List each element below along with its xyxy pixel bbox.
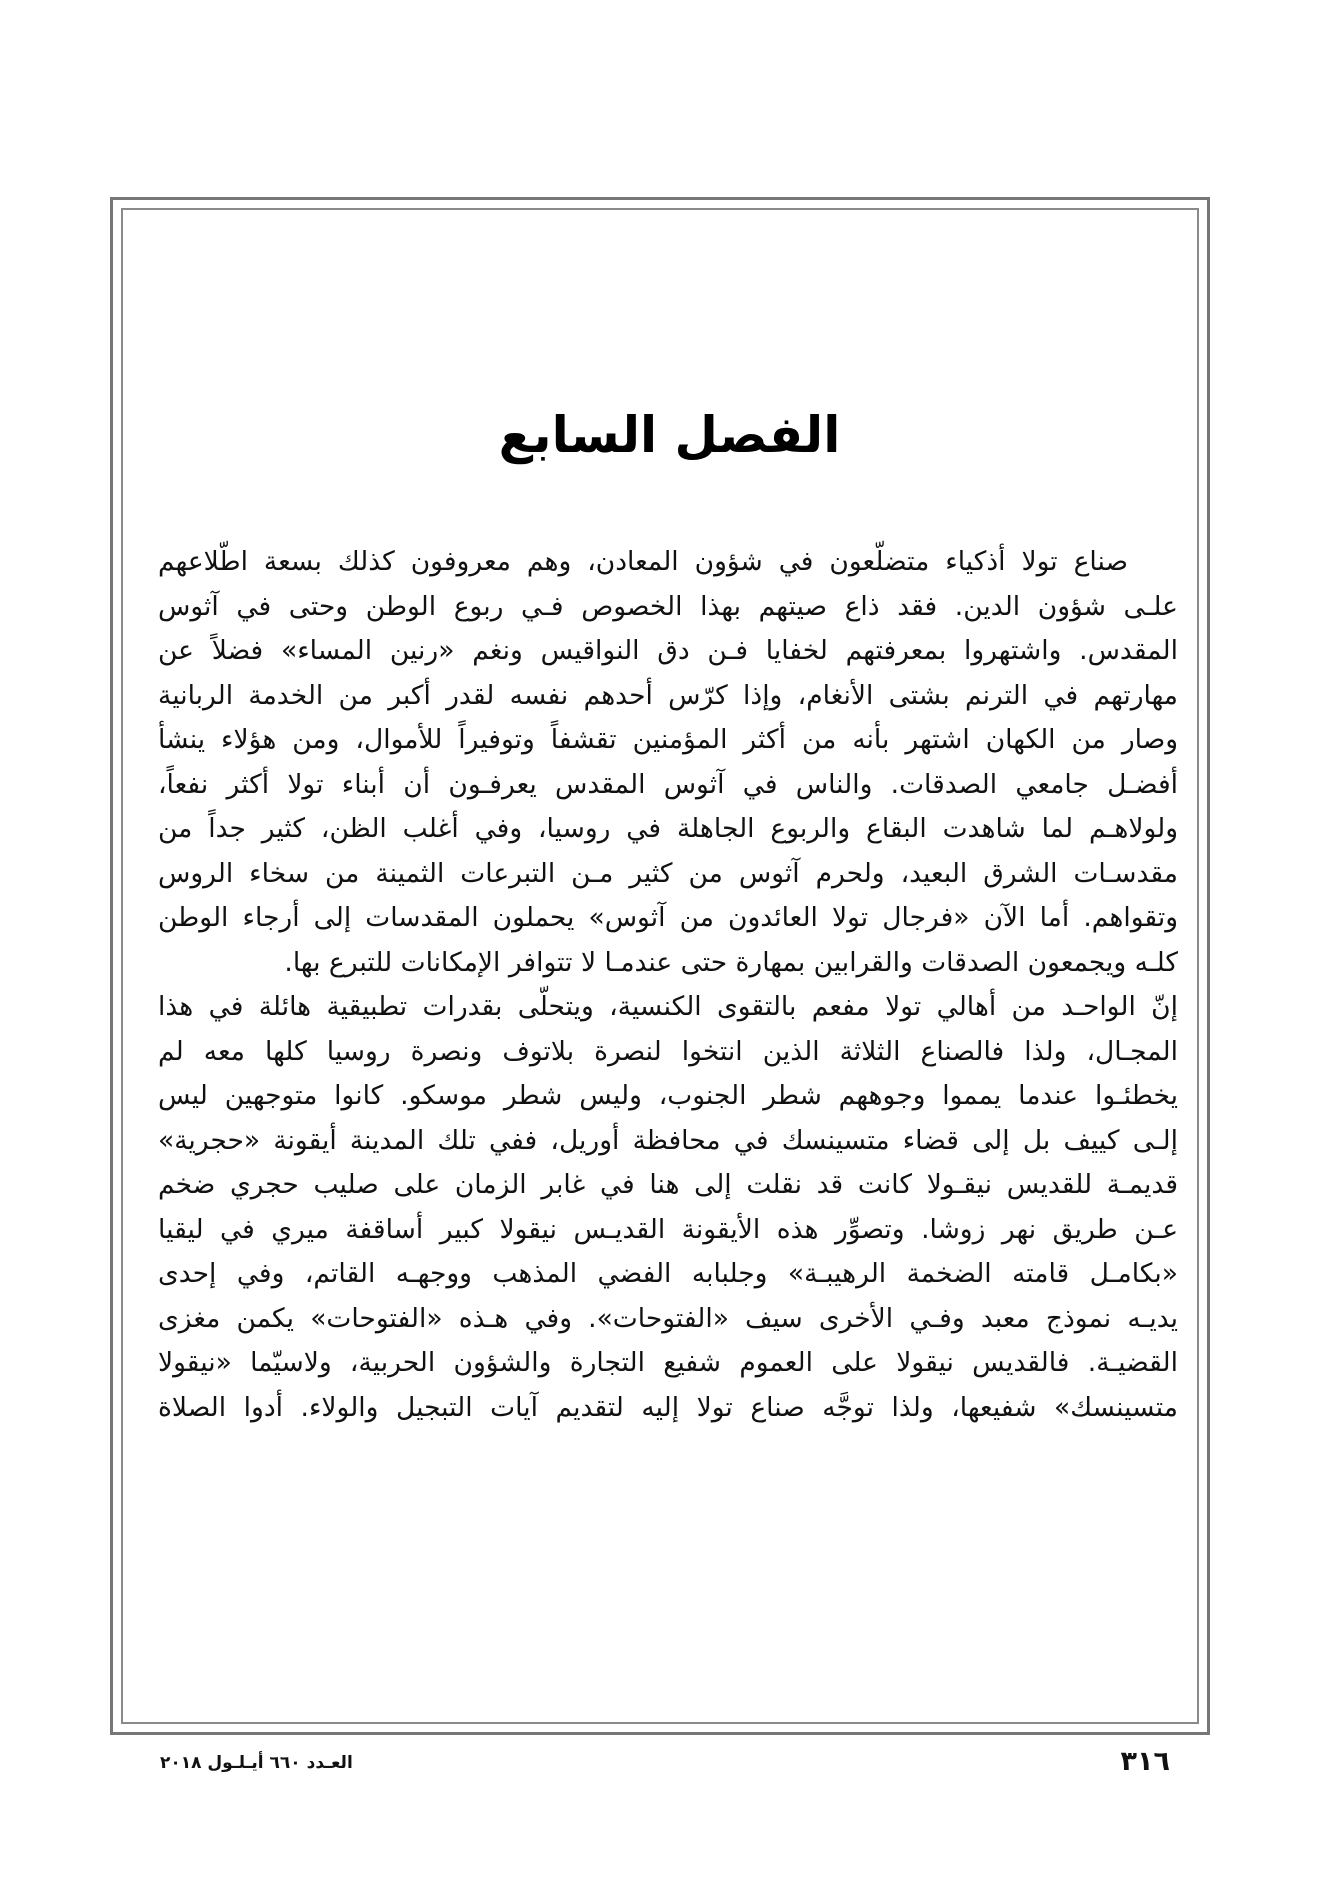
page-footer [160,1744,1170,1780]
text-line: ولولاهـم لما شاهدت البقاع والربوع الجاهلة في روسيا، وفي أغلب الظن، كثير جداً من [158,813,1178,844]
text-line: مهارتهم في الترنم بشتى الأنغام، وإذا كرّس أحدهم نفسه لقدر أكبر من الخدمة الربانية [158,679,1178,711]
text-line: يخطئـوا عندما يمموا وجوههم شطر الجنوب، وليس شطر موسكو. كانوا متوجهين ليس [158,1080,1178,1111]
text-line: يديـه نموذج معبد وفـي الأخرى سيف «الفتوحات». وفي هـذه «الفتوحات» يكمن مغزى [158,1302,1178,1334]
issue-info: العـدد ٦٦٠ أيـلـول ٢٠١٨ [160,1753,353,1773]
text-line: قديمـة للقديس نيقـولا كانت قد نقلت إلى هنا في غابر الزمان على صليب حجري ضخم [158,1169,1178,1200]
body-text [158,540,1178,1430]
text-line: عـن طريق نهر زوشا. وتصوِّر هذه الأيقونة القديـس نيقولا كبير أساقفة ميري في ليقيا [158,1213,1178,1245]
chapter-title: الفصل السابع [498,406,841,464]
text-line: «بكامـل قامته الضخمة الرهيبـة» وجلبابه الفضي المذهب ووجهـه القاتم، وفي إحدى [158,1258,1178,1289]
text-line: متسينسك» شفيعها، ولذا توجَّه صناع تولا إليه لتقديم آيات التبجيل والولاء. أدوا الصلاة [158,1391,1178,1423]
text-line: مقدسـات الشرق البعيد، ولحرم آثوس من كثير مـن التبرعات الثمينة من سخاء الروس [158,857,1178,889]
text-line: إلـى كييف بل إلى قضاء متسينسك في محافظة أوريل، ففي تلك المدينة أيقونة «حجرية» [158,1124,1178,1156]
text-line: المقدس. واشتهروا بمعرفتهم لخفايا فـن دق النواقيس ونغم «رنين المساء» فضلاً عن [158,635,1178,666]
text-line: صناع تولا أذكياء متضلّعون في شؤون المعادن، وهم معروفون كذلك بسعة اطّلاعهم [158,546,1128,577]
text-line: وتقواهم. أما الآن «فرجال تولا العائدون من آثوس» يحملون المقدسات إلى أرجاء الوطن [158,902,1178,933]
text-line: علـى شؤون الدين. فقد ذاع صيتهم بهذا الخصوص فـي ربوع الوطن وحتى في آثوس [158,590,1178,622]
text-line: وصار من الكهان اشتهر بأنه من أكثر المؤمنين تقشفاً وتوفيراً للأموال، ومن هؤلاء ينشأ [158,724,1178,755]
text-line: القضيـة. فالقديس نيقولا على العموم شفيع التجارة والشؤون الحربية، ولاسيّما «نيقولا [158,1347,1178,1378]
page-number: ٣١٦ [1120,1746,1170,1777]
text-line: كلـه ويجمعون الصدقات والقرابين بمهارة حتى عندمـا لا تتوافر الإمكانات للتبرع بها. [284,946,1178,978]
text-line: أفضـل جامعي الصدقات. والناس في آثوس المقدس يعرفـون أن أبناء تولا أكثر نفعاً، [158,768,1178,800]
text-line: المجـال، ولذا فالصناع الثلاثة الذين انتخوا لنصرة بلاتوف ونصرة روسيا كلها معه لم [158,1035,1178,1067]
text-line: إنّ الواحـد من أهالي تولا مفعم بالتقوى الكنسية، ويتحلّى بقدرات تطبيقية هائلة في هذا [158,991,1178,1022]
